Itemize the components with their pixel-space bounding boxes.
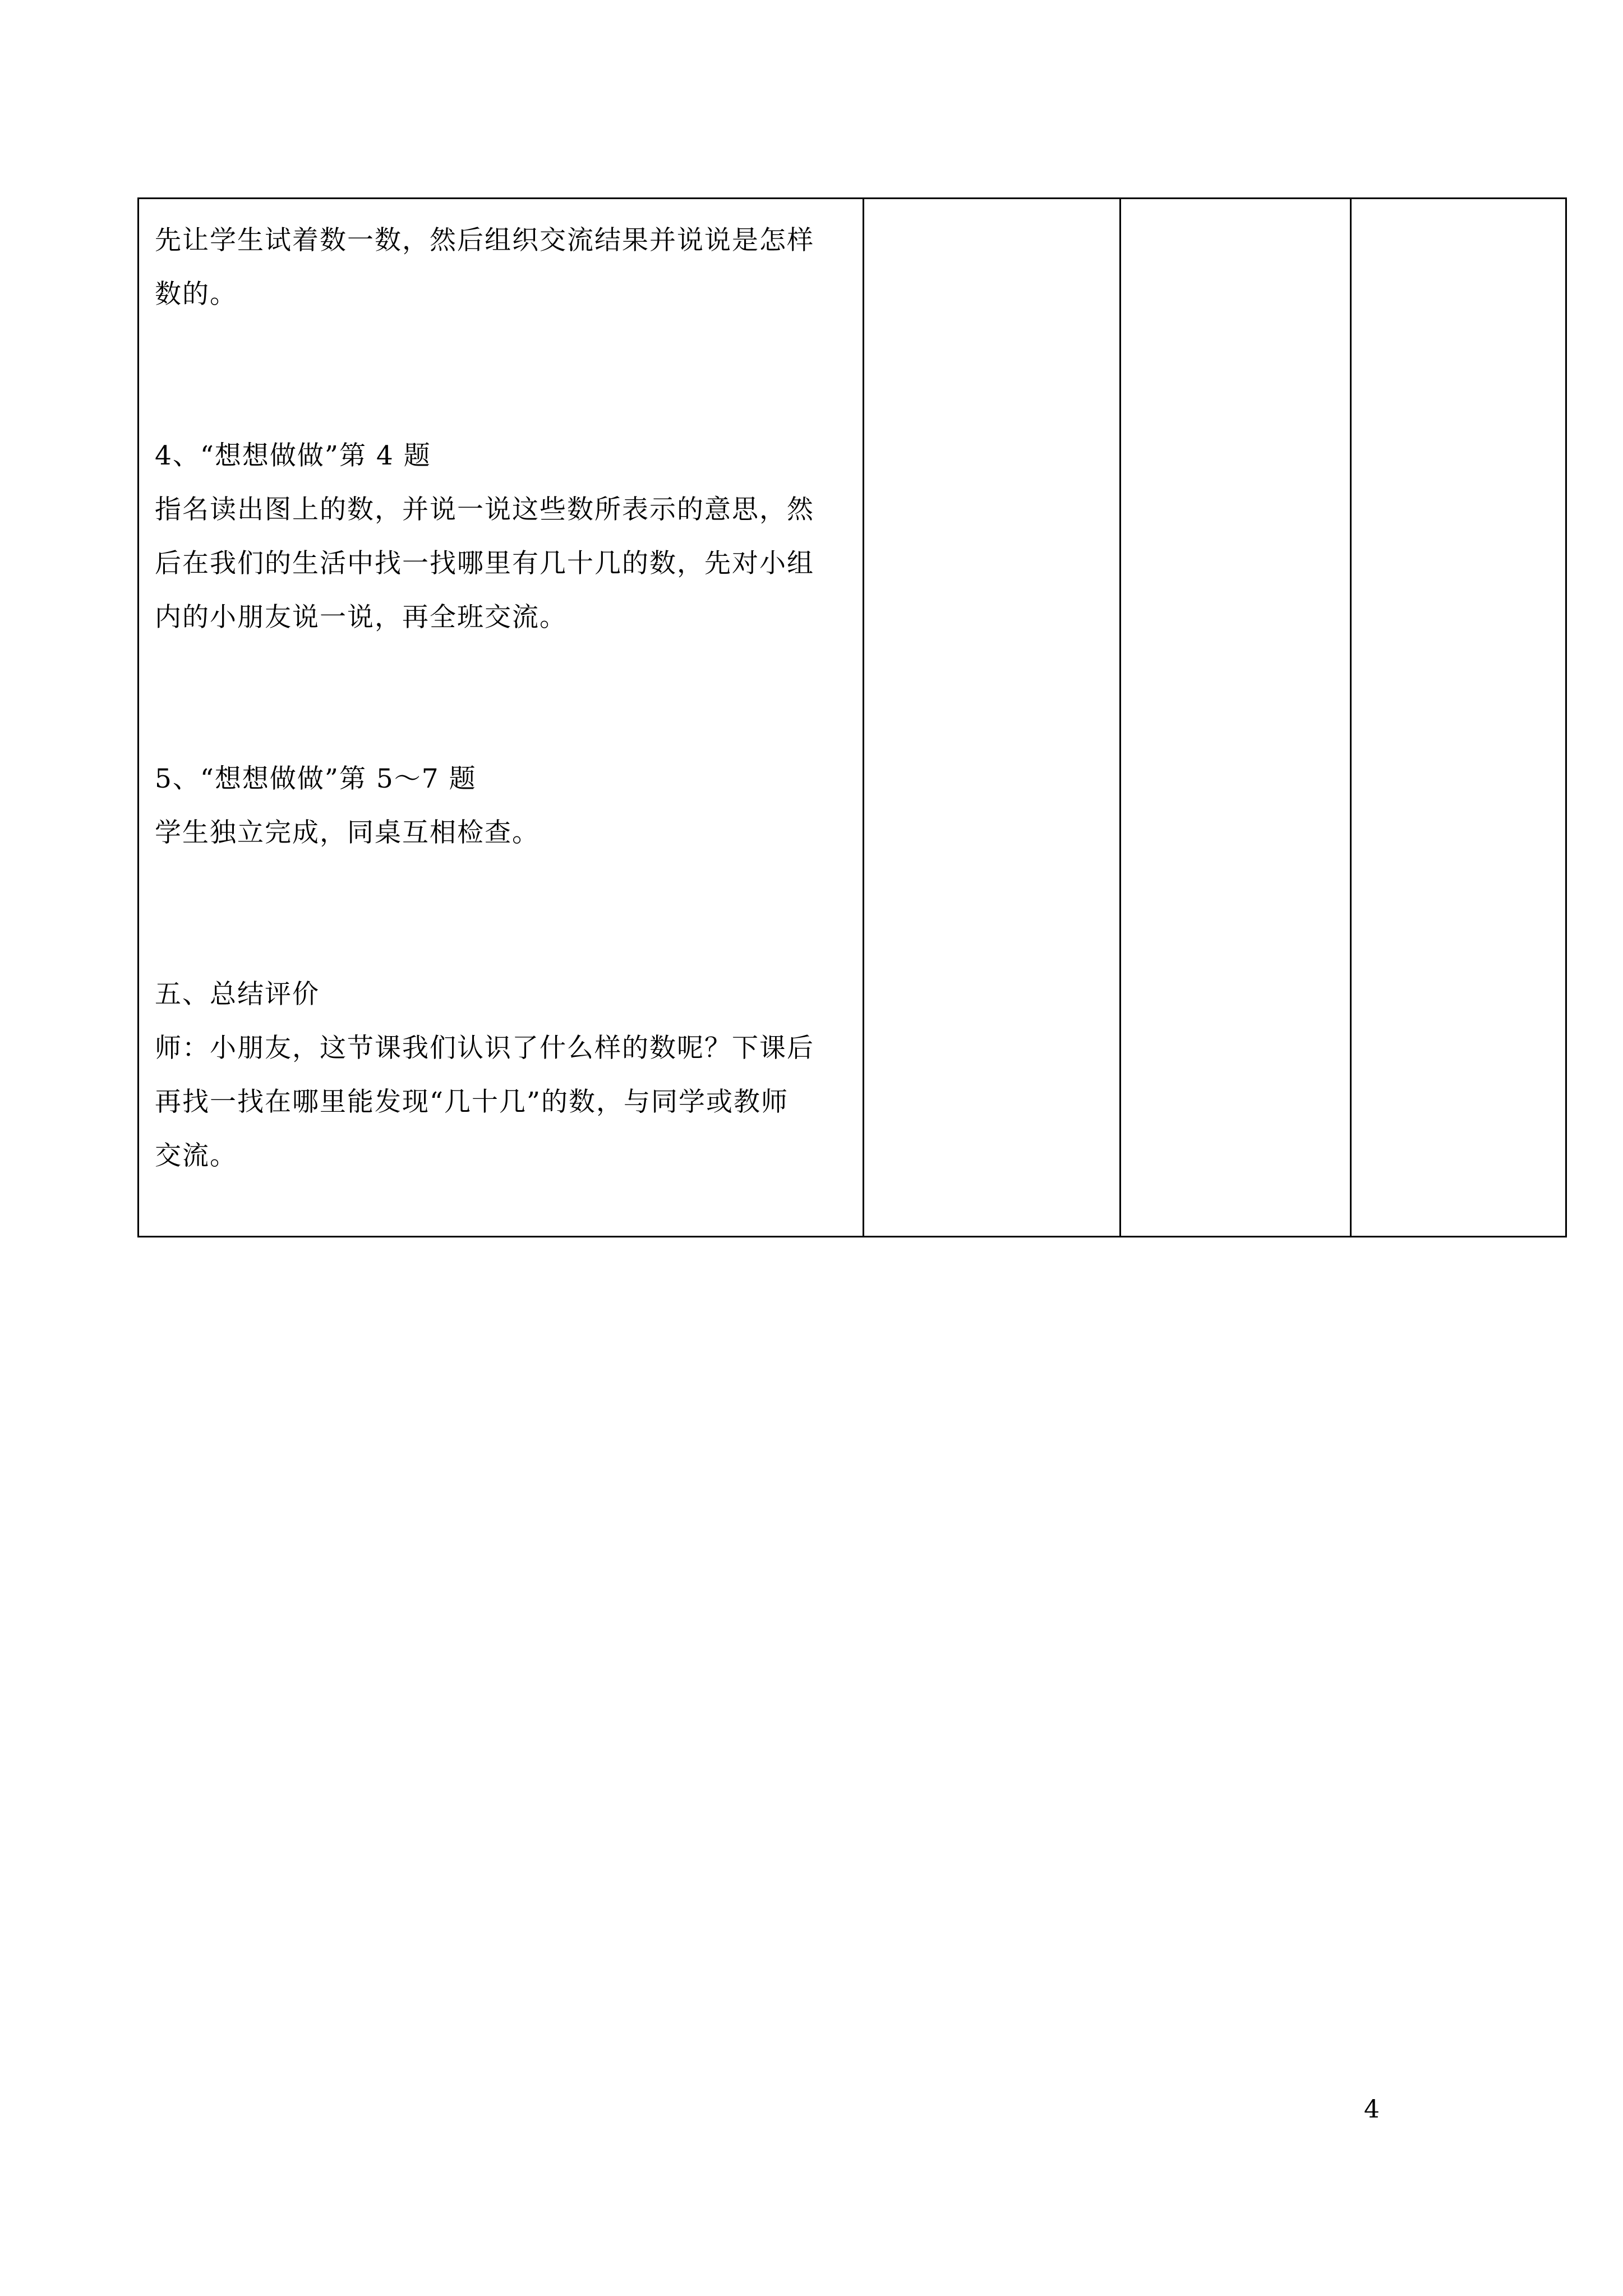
section-heading: 五、总结评价 bbox=[155, 979, 320, 1010]
teaching-process-content bbox=[139, 199, 863, 1183]
teaching-process-cell bbox=[139, 199, 864, 1237]
table-row bbox=[139, 199, 1566, 1237]
spacer bbox=[155, 860, 849, 968]
lesson-plan-table bbox=[137, 197, 1567, 1237]
section-heading: 4、“想想做做”第 4 题 bbox=[155, 440, 431, 471]
text-line: 师：小朋友，这节课我们认识了什么样的数呢？下课后 bbox=[155, 1033, 814, 1064]
spacer bbox=[155, 321, 849, 429]
section-heading: 5、“想想做做”第 5～7 题 bbox=[155, 763, 477, 794]
text-line: 学生独立完成，同桌互相检查。 bbox=[155, 817, 540, 848]
text-line: 后在我们的生活中找一找哪里有几十几的数，先对小组 bbox=[155, 548, 814, 579]
empty-cell bbox=[864, 199, 1121, 1237]
text-line: 数的。 bbox=[155, 279, 237, 310]
page-number: 4 bbox=[1364, 2095, 1380, 2124]
text-line: 指名读出图上的数，并说一说这些数所表示的意思，然 bbox=[155, 494, 814, 525]
text-line: 再找一找在哪里能发现“几十几”的数，与同学或教师 bbox=[155, 1087, 789, 1117]
empty-cell bbox=[1351, 199, 1566, 1237]
empty-cell bbox=[1121, 199, 1351, 1237]
text-line: 先让学生试着数一数，然后组织交流结果并说说是怎样 bbox=[155, 225, 814, 256]
text-line: 内的小朋友说一说，再全班交流。 bbox=[155, 602, 567, 633]
spacer bbox=[155, 645, 849, 752]
text-line: 交流。 bbox=[155, 1140, 237, 1171]
